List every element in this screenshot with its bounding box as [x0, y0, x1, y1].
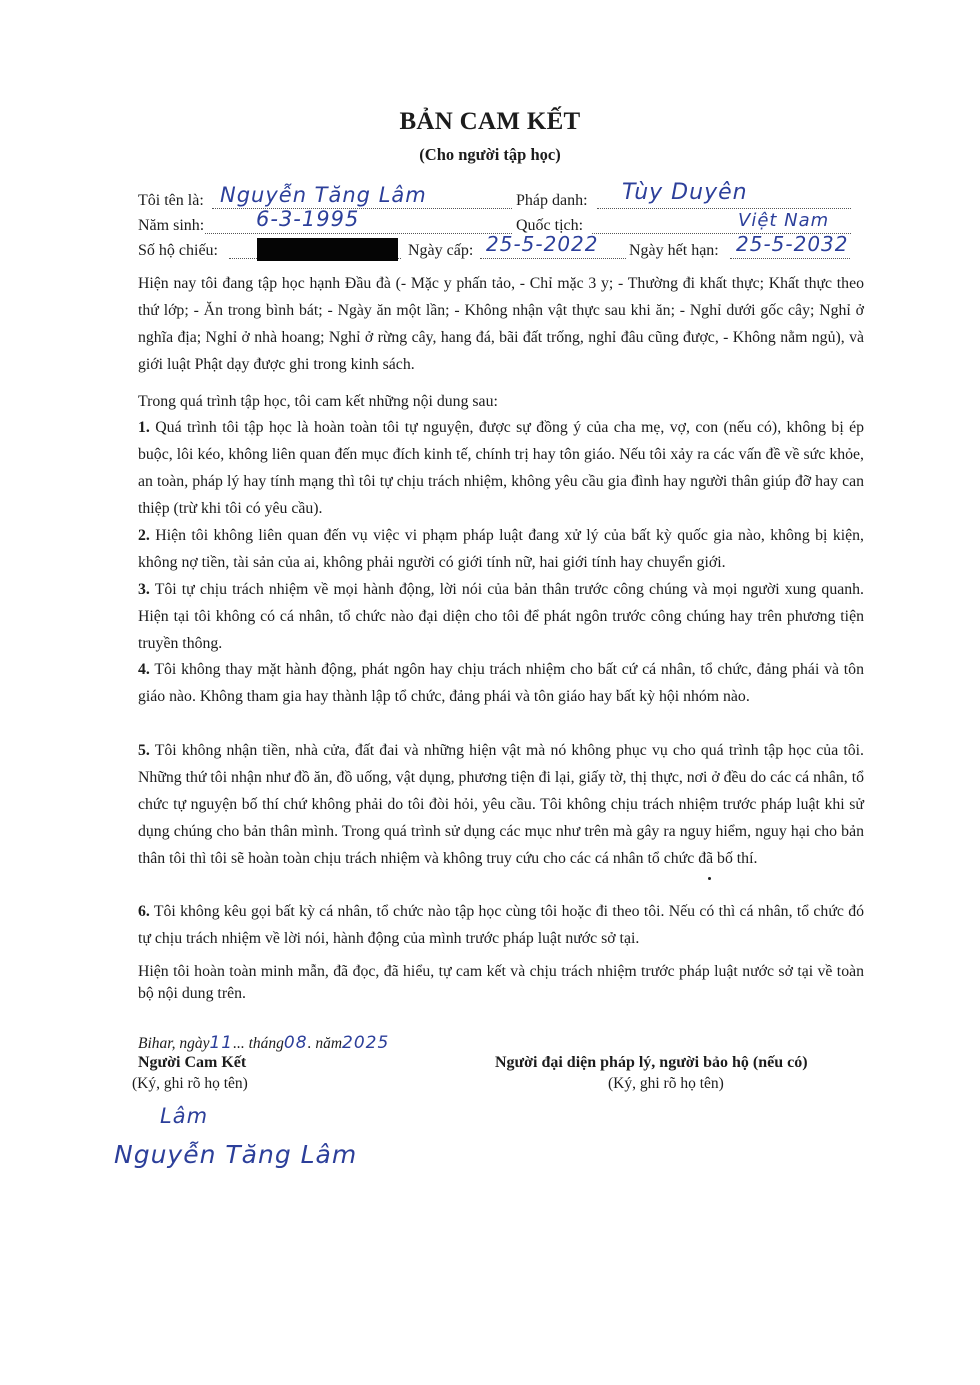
issue-date-dotted-line: [480, 258, 626, 259]
date-day: 11: [209, 1033, 234, 1053]
intro-paragraph: Hiện nay tôi đang tập học hạnh Đầu đà (- Mặc y phấn tảo, - Chỉ mặc 3 y; - Thường đi khất thực; Khất thực theo thứ lớp; - Ăn trong bình bát; - Ngày ăn một lần; - Không nhận vật thực sau khi ăn; - Nghỉ dưới gốc cây; Nghỉ ở nghĩa địa; Nghỉ ở nhà hoang; Nghỉ ở rừng cây, hang đá, bãi đất trống, nghỉ đâu cũng được, - Không nằm ngủ), và giới luật Phật dạy được ghi trong kinh sách.: [138, 275, 864, 373]
dharma-name-dotted-line: [597, 208, 851, 209]
stray-mark: [708, 877, 711, 880]
commitment-item-1: 1. Quá trình tôi tập học là hoàn toàn tôi tự nguyện, được sự đồng ý của cha mẹ, vợ, con (nếu có), không bị ép buộc, lôi kéo, không liên quan đến mục đích kinh tế, chính trị hay tôn giáo. Nếu tôi xảy ra các vấn đề về sức khỏe, an toàn, pháp lý hay tính mạng thì tôi tự chịu trách nhiệm, không yêu cầu gia đình hay người thân giúp đỡ hay can thiệp (trừ khi tôi có yêu cầu).: [138, 419, 865, 517]
commitment-intro: Trong quá trình tập học, tôi cam kết những nội dung sau:: [138, 393, 498, 410]
closing-paragraph: Hiện tôi hoàn toàn minh mẫn, đã đọc, đã hiểu, tự cam kết và chịu trách nhiệm trước pháp luật nước sở tại về toàn bộ nội dung trên.: [138, 963, 864, 1002]
guardian-title: Người đại diện pháp lý, người bảo hộ (nếu có): [495, 1054, 808, 1071]
handwritten-full-name: Nguyễn Tăng Lâm: [114, 1140, 358, 1169]
expiry-date-value: 25-5-2032: [736, 232, 849, 256]
date-month: 08: [283, 1033, 308, 1053]
commitment-item-6: 6. Tôi không kêu gọi bất kỳ cá nhân, tổ chức nào tập học cùng tôi hoặc đi theo tôi. Nếu có thì cá nhân, tổ chức đó tự chịu trách nhiệm về lời nói, hành động của mình trước pháp luật nước sở tại.: [138, 903, 864, 947]
commitment-item-4: 4. Tôi không thay mặt hành động, phát ngôn hay chịu trách nhiệm cho bất cứ cá nhân, tổ chức, đảng phái và tôn giáo nào. Không tham gia hay thành lập tổ chức, đảng phái và tôn giáo hay bất kỳ hội nhóm nào.: [138, 661, 864, 705]
date-year: 2025: [342, 1033, 390, 1053]
handwritten-signature: Lâm: [160, 1104, 209, 1128]
date-line: Bihar, ngày11... tháng08. năm2025: [138, 1033, 390, 1053]
commitment-item-5: 5. Tôi không nhận tiền, nhà cửa, đất đai và những hiện vật mà nó không phục vụ cho quá trình tập học của tôi. Những thứ tôi nhận như đồ ăn, đồ uống, vật dụng, phương tiện đi lại, giấy tờ, thị thực, nơi ở đều do các cá nhân, tổ chức tự nguyện bố thí chứ không phải do tôi đòi hỏi, yêu cầu. Tôi không chịu trách nhiệm trước pháp luật khi sử dụng chúng cho bản thân mình. Trong quá trình sử dụng các mục như trên mà gây ra nguy hiểm, nguy hại cho bản thân tôi thì tôi sẽ hoàn toàn chịu trách nhiệm và không truy cứu cho các cá nhân tổ chức đã bố thí.: [138, 742, 864, 867]
commitment-item-2: 2. Hiện tôi không liên quan đến vụ việc vi phạm pháp luật đang xử lý của bất kỳ quốc gia nào, không bị kiện, không nợ tiền, tài sản của ai, không phải người có giới tính nữ, hai giới tính hay chuyển giới.: [138, 527, 864, 571]
dharma-name-label: Pháp danh:: [516, 192, 588, 209]
guardian-sign-note: (Ký, ghi rõ họ tên): [608, 1075, 724, 1092]
issue-date-value: 25-5-2022: [486, 232, 599, 256]
date-month-label: tháng: [248, 1035, 284, 1052]
document-title: BẢN CAM KẾT: [399, 108, 581, 135]
nationality-label: Quốc tịch:: [516, 217, 584, 234]
nationality-value: Việt Nam: [738, 210, 830, 231]
name-value: Nguyễn Tăng Lâm: [220, 183, 427, 207]
date-year-label: năm: [315, 1035, 343, 1052]
name-label: Tôi tên là:: [138, 192, 204, 209]
committer-title: Người Cam Kết: [138, 1054, 247, 1071]
dharma-name-value: Tùy Duyên: [622, 180, 748, 205]
birth-dotted-line: [205, 233, 512, 234]
date-place: Bihar, ngày: [138, 1035, 210, 1052]
birth-value: 6-3-1995: [256, 207, 360, 231]
passport-label: Số hộ chiếu:: [138, 242, 218, 259]
commitment-item-3: 3. Tôi tự chịu trách nhiệm về mọi hành động, lời nói của bản thân trước công chúng và mọi người xung quanh. Hiện tại tôi không có cá nhân, tổ chức nào đại diện cho tôi để phát ngôn trước công chúng hay trên phương tiện truyền thông.: [138, 581, 864, 652]
expiry-date-label: Ngày hết hạn:: [629, 242, 719, 259]
birth-label: Năm sinh:: [138, 217, 205, 234]
issue-date-label: Ngày cấp:: [408, 242, 474, 259]
committer-sign-note: (Ký, ghi rõ họ tên): [132, 1075, 248, 1092]
passport-redaction: [257, 238, 398, 261]
expiry-date-dotted-line: [730, 258, 850, 259]
document-subtitle: (Cho người tập học): [419, 145, 561, 164]
